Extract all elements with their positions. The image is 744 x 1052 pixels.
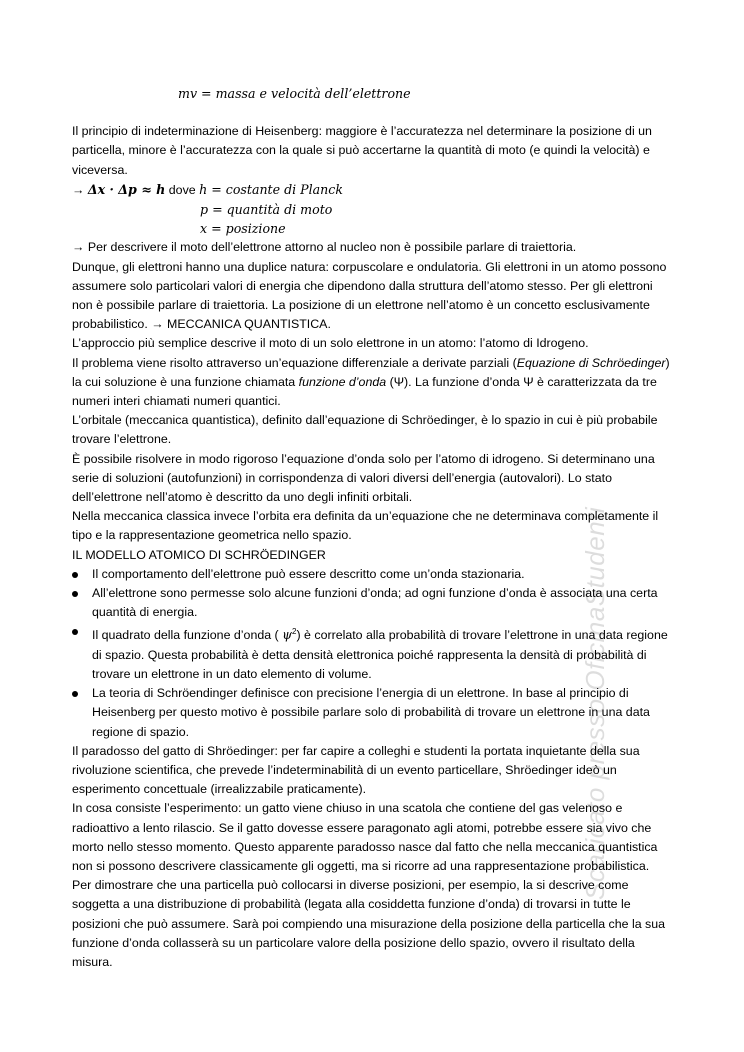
- paragraph-schroedinger-equation: [72, 354, 674, 412]
- paragraph-cat-paradox: Il paradosso del gatto di Shröedinger: per far capire a colleghi e studenti la portata inquietante della sua rivoluzione scientifica, che prevede l’indeterminabilità di un evento particellare, Shröedinger ideò un esperimento concettuale (irrealizzabile praticamente).: [72, 743, 640, 797]
- formula-mv: mv = massa e velocità dell’elettrone: [178, 86, 411, 101]
- bullet-icon: [72, 591, 78, 597]
- paragraph-orbital: L’orbitale (meccanica quantistica), definito dall’equazione di Schröedinger, è lo spazio in cui è più probabile trovare l’elettrone.: [72, 413, 658, 447]
- paragraph-solutions: È possibile risolvere in modo rigoroso l’equazione d’onda solo per l’atomo di idrogeno. Si determinano una serie di soluzioni (autofunzioni) in corrispondenza di valori diversi dell’energia (autovalori). Lo stato dell’elettrone nell’atomo è descritto da uno degli infiniti orbitali.: [72, 451, 655, 505]
- paragraph-probability: Per dimostrare che una particella può collocarsi in diverse posizioni, per esempio, la si descrive come soggetta a una distribuzione di probabilità (legata alla cosiddetta funzione d’onda) di trovarsi in tutte le posizioni che può assumere. Sarà poi compiendo una misurazione della posizione della particella che la sua funzione d’onda collasserà su un particolare valore della posizione dello spazio, ovvero il risultato della misura.: [72, 878, 666, 970]
- x-definition: x = posizione: [200, 221, 286, 237]
- paragraph-heisenberg: Il principio di indeterminazione di Heisenberg: maggiore è l’accuratezza nel determinare la posizione di un particella, minore è l’accuratezza con la quale si può accertarne la quantità di moto (e quindi la velocità) e viceversa.: [72, 124, 652, 177]
- list-item-text: Il comportamento dell’elettrone può essere descritto come un’onda stazionaria.: [92, 566, 525, 581]
- h-definition: h = costante di Planck: [199, 181, 343, 197]
- watermark: Scaricato presso OficinaStudenti: [580, 506, 610, 900]
- equation-name: Equazione di Schröedinger: [516, 355, 666, 370]
- uncertainty-expression: Δx · Δp ≈ h: [87, 181, 166, 197]
- bullet-icon: [72, 572, 78, 578]
- list-item-text: Il quadrato della funzione d’onda (: [92, 628, 283, 643]
- arrow-symbol: →: [72, 182, 88, 197]
- list-item-text: All’elettrone sono permesse solo alcune funzioni d’onda; ad ogni funzione d’onda è associata una certa quantità di energia.: [92, 586, 658, 620]
- paragraph-experiment: In cosa consiste l’esperimento: un gatto viene chiuso in una scatola che contiene del gas velenoso e radioattivo a lento rilascio. Se il gatto dovesse essere paragonato agli atomi, potrebbe essere sia vivo che morto nello stesso momento. Questo apparente paradosso nasce dal fatto che nella meccanica quantistica non si possono descrivere classicamente gli oggetti, ma si ricorre ad una rappresentazione probabilistica.: [72, 801, 658, 874]
- p-definition: p = quantità di moto: [200, 202, 333, 218]
- paragraph-hydrogen: L’approccio più semplice descrive il moto di un solo elettrone in un atomo: l’atomo di Idrogeno.: [72, 336, 589, 351]
- text-span: Il problema viene risolto attraverso un’equazione differenziale a derivate parziali (: [72, 355, 517, 370]
- text-span: (Ψ). La funzione d’onda Ψ è caratterizzata da tre numeri interi chiamati numeri quantici.: [72, 374, 657, 409]
- psi-symbol: ψ: [282, 627, 293, 643]
- list-item-text: ) è correlato alla probabilità di trovare l’elettrone in una data regione di spazio. Questa probabilità è detta densità elettronica poiché rappresenta la densità di probabilità di trovare un elettrone in un dato elemento di volume.: [92, 628, 668, 682]
- bullet-icon: [72, 691, 78, 697]
- text-span: ) la cui soluzione è una funzione chiamata: [72, 355, 670, 389]
- wave-function-term: funzione d’onda: [298, 374, 387, 389]
- paragraph-classical: Nella meccanica classica invece l’orbita era definita da un’equazione che ne determinava completamente il tipo e la rappresentazione geometrica nello spazio.: [72, 509, 659, 543]
- heisenberg-formula: [72, 180, 674, 239]
- paragraph-dual-nature: Dunque, gli elettroni hanno una duplice natura: corpuscolare e ondulatoria. Gli elettroni in un atomo possono assumere solo particolari valori di energia che dipendono dalla struttura dell’atomo stesso. Per gli elettroni non è possibile parlare di traiettoria. La posizione di un elettrone nell’atomo è un concetto esclusivamente probabilistico. → MECCANICA QUANTISTICA.: [72, 259, 667, 332]
- superscript: 2: [292, 627, 297, 637]
- section-heading: IL MODELLO ATOMICO DI SCHRÖEDINGER: [72, 547, 326, 562]
- bullet-icon: [72, 629, 78, 635]
- paragraph-trajectory: → Per descrivere il moto dell’elettrone attorno al nucleo non è possibile parlare di traiettoria.: [72, 240, 577, 255]
- dove-text: dove: [165, 182, 200, 197]
- list-item-text: La teoria di Schröendinger definisce con precisione l’energia di un elettrone. In base al principio di Heisenberg per questo motivo è possibile parlare solo di probabilità di trovare un elettrone in una data regione di spazio.: [92, 686, 650, 739]
